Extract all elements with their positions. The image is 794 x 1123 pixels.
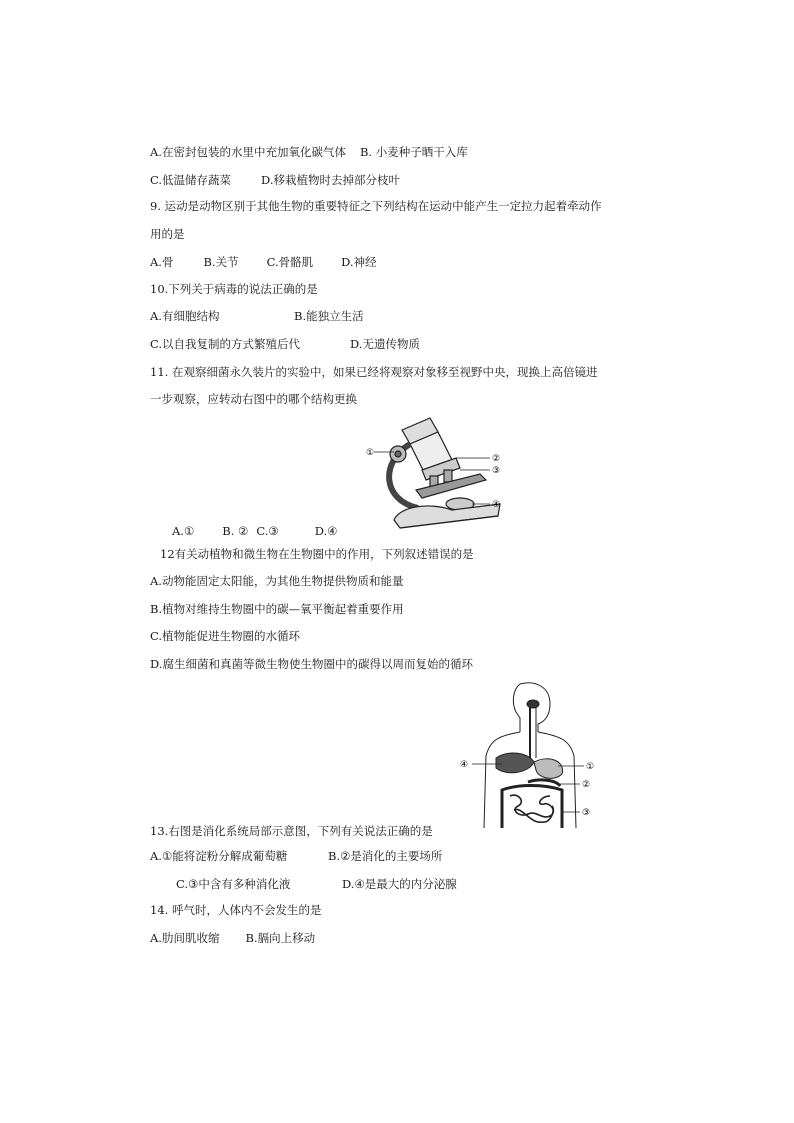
q14-option-a: A.肋间肌收缩 <box>150 931 220 945</box>
digestive-system-figure <box>458 678 604 834</box>
q11-options <box>172 523 338 539</box>
q11-stem-line2: 一步观察，应转动右图中的哪个结构更换 <box>150 392 357 406</box>
q12-option-b: B.植物对维持生物圈中的碳—氧平衡起着重要作用 <box>150 602 404 616</box>
q8-option-d: D.移栽植物时去掉部分枝叶 <box>261 173 401 187</box>
q10-option-a: A.有细胞结构 <box>150 309 220 323</box>
microscope-label-2: ② <box>492 454 501 464</box>
digestive-label-3: ③ <box>582 808 591 818</box>
digestive-label-2: ② <box>582 780 591 790</box>
q8-options-row2 <box>150 172 400 188</box>
microscope-label-3: ③ <box>492 466 501 476</box>
digestive-label-1: ① <box>586 762 595 772</box>
digestive-label-4: ④ <box>460 760 469 770</box>
q12-option-d: D.腐生细菌和真菌等微生物使生物圈中的碳得以周而复始的循环 <box>150 657 473 671</box>
q12-option-a: A.动物能固定太阳能，为其他生物提供物质和能量 <box>150 574 404 588</box>
q12-stem: 12有关动植物和微生物在生物圈中的作用，下列叙述错误的是 <box>160 547 474 561</box>
q10-stem: 10.下列关于病毒的说法正确的是 <box>150 282 318 296</box>
q13-options-row2 <box>176 876 457 892</box>
q10-option-b: B.能独立生活 <box>294 309 364 323</box>
q14-option-b: B.膈向上移动 <box>245 931 316 945</box>
q10-option-d: D.无遗传物质 <box>350 337 420 351</box>
q11-stem-line1: 11. 在观察细菌永久装片的实验中，如果已经将观察对象移至视野中央，现换上高倍镜进 <box>150 365 598 379</box>
q12-option-c: C.植物能促进生物圈的水循环 <box>150 629 301 643</box>
q9-options <box>150 254 377 270</box>
q9-option-d: D.神经 <box>341 255 377 269</box>
q8-option-b: B. 小麦种子晒干入库 <box>359 145 468 159</box>
q8-option-a: A.在密封包装的水里中充加氧化碳气体 <box>150 145 346 159</box>
q9-option-b: B.关节 <box>203 255 239 269</box>
q9-stem-line2: 用的是 <box>150 227 185 241</box>
q13-option-a: A.①能将淀粉分解成葡萄糖 <box>150 849 288 863</box>
q11-option-a: A.① <box>172 524 195 538</box>
microscope-label-1: ① <box>366 448 375 458</box>
q9-option-a: A.骨 <box>150 255 174 269</box>
q13-options-row1 <box>150 848 442 864</box>
microscope-label-4: ④ <box>492 500 501 510</box>
q9-stem-line1: 9. 运动是动物区别于其他生物的重要特征之下列结构在运动中能产生一定拉力起着牵动作 <box>150 199 602 213</box>
q13-stem: 13.右图是消化系统局部示意图，下列有关说法正确的是 <box>150 824 433 838</box>
q8-option-c: C.低温储存蔬菜 <box>150 173 232 187</box>
q11-option-c: C.③ <box>256 524 279 538</box>
q10-option-c: C.以自我复制的方式繁殖后代 <box>150 337 301 351</box>
q9-option-c: C.骨骼肌 <box>266 255 314 269</box>
q11-option-d: D.④ <box>314 524 338 538</box>
q11-option-b: B. ② <box>222 524 249 538</box>
q14-stem: 14. 呼气时，人体内不会发生的是 <box>150 903 322 917</box>
q13-option-c: C.③中含有多种消化液 <box>176 877 291 891</box>
q10-options-row1 <box>150 308 364 324</box>
q10-options-row2 <box>150 336 420 352</box>
q13-option-d: D.④是最大的内分泌腺 <box>342 877 457 891</box>
microscope-figure <box>360 412 510 532</box>
q13-option-b: B.②是消化的主要场所 <box>328 849 443 863</box>
q14-options <box>150 930 315 946</box>
q8-options-row1 <box>150 144 468 160</box>
